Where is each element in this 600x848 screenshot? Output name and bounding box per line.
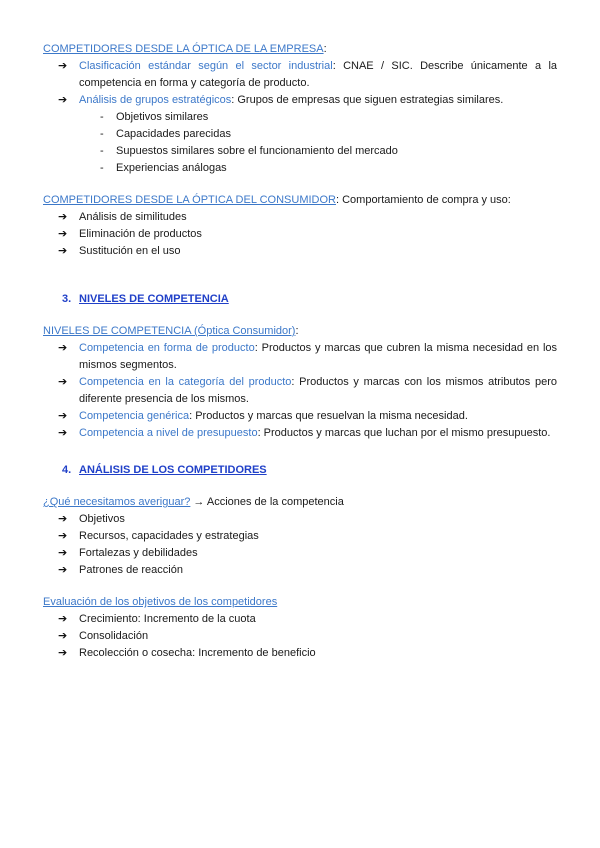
- sub-list-item: - Supuestos similares sobre el funcionamiento del mercado: [100, 145, 398, 157]
- section-empresa-heading: COMPETIDORES DESDE LA ÓPTICA DE LA EMPRESA:: [43, 43, 327, 55]
- arrow-bullet-icon: ➔: [58, 530, 68, 542]
- arrow-bullet-icon: ➔: [58, 410, 68, 422]
- arrow-bullet-icon: ➔: [58, 564, 68, 576]
- arrow-bullet-icon: ➔: [58, 613, 68, 625]
- section-3-title: NIVELES DE COMPETENCIA: [79, 293, 229, 305]
- arrow-bullet-icon: ➔: [58, 211, 68, 223]
- averiguar-list: [43, 511, 557, 579]
- section-consumidor-title: COMPETIDORES DESDE LA ÓPTICA DEL CONSUMIDOR: [43, 194, 336, 206]
- averiguar-title: ¿Qué necesitamos averiguar?: [43, 496, 191, 508]
- empresa-list: [43, 58, 557, 109]
- sub-list-item: - Experiencias análogas: [100, 162, 227, 174]
- section-empresa-title: COMPETIDORES DESDE LA ÓPTICA DE LA EMPRESA: [43, 43, 324, 55]
- arrow-bullet-icon: ➔: [58, 630, 68, 642]
- list-item: ➔ Patrones de reacción: [43, 562, 557, 579]
- arrow-bullet-icon: ➔: [58, 228, 68, 240]
- sub-list-item: - Objetivos similares: [100, 111, 209, 123]
- consumidor-list: [43, 209, 557, 260]
- list-item: ➔ Análisis de similitudes: [43, 209, 557, 226]
- section-4-title: ANÁLISIS DE LOS COMPETIDORES: [79, 464, 267, 476]
- arrow-bullet-icon: ➔: [58, 245, 68, 257]
- arrow-bullet-icon: ➔: [58, 342, 68, 354]
- section-3-heading: 3. NIVELES DE COMPETENCIA: [62, 293, 229, 305]
- arrow-bullet-icon: ➔: [58, 513, 68, 525]
- averiguar-heading: ¿Qué necesitamos averiguar? → Acciones de la competencia: [43, 496, 344, 508]
- section-consumidor-heading: COMPETIDORES DESDE LA ÓPTICA DEL CONSUMIDOR: Comportamiento de compra y uso:: [43, 194, 511, 206]
- document-page: [43, 41, 557, 662]
- list-item: ➔ Competencia en la categoría del producto: Productos y marcas con los mismos atributos pero diferente presencia de los mismos.: [58, 376, 557, 405]
- arrow-bullet-icon: ➔: [58, 376, 68, 388]
- niveles-title: NIVELES DE COMPETENCIA (Óptica Consumidor): [43, 325, 296, 337]
- list-item: ➔ Crecimiento: Incremento de la cuota: [43, 611, 557, 628]
- list-item: ➔ Objetivos: [43, 511, 557, 528]
- niveles-heading: NIVELES DE COMPETENCIA (Óptica Consumidor):: [43, 325, 299, 337]
- list-item: ➔ Competencia genérica: Productos y marcas que resuelvan la misma necesidad.: [43, 408, 557, 425]
- section-4-heading: 4. ANÁLISIS DE LOS COMPETIDORES: [62, 464, 267, 476]
- list-item: ➔ Recursos, capacidades y estrategias: [43, 528, 557, 545]
- list-item: ➔ Sustitución en el uso: [43, 243, 557, 260]
- list-item: ➔ Recolección o cosecha: Incremento de beneficio: [43, 645, 557, 662]
- niveles-list: [43, 340, 557, 442]
- list-item: ➔ Clasificación estándar según el sector industrial: CNAE / SIC. Describe únicamente a la competencia en forma y categoría de producto.: [58, 60, 558, 89]
- list-item: ➔ Consolidación: [43, 628, 557, 645]
- arrow-bullet-icon: ➔: [58, 60, 68, 72]
- list-item: ➔ Competencia en forma de producto: Productos y marcas que cubren la misma necesidad en los mismos segmentos.: [58, 342, 557, 371]
- arrow-bullet-icon: ➔: [58, 547, 68, 559]
- evaluacion-list: [43, 611, 557, 662]
- list-item: ➔ Fortalezas y debilidades: [43, 545, 557, 562]
- sub-list-item: - Capacidades parecidas: [100, 128, 231, 140]
- list-item: ➔ Competencia a nivel de presupuesto: Productos y marcas que luchan por el mismo presupuesto.: [43, 425, 557, 442]
- list-item: ➔ Análisis de grupos estratégicos: Grupos de empresas que siguen estrategias similares.: [43, 92, 557, 109]
- arrow-bullet-icon: ➔: [58, 647, 68, 659]
- evaluacion-heading: [43, 594, 557, 611]
- arrow-bullet-icon: ➔: [58, 427, 68, 439]
- evaluacion-title: Evaluación de los objetivos de los competidores: [43, 596, 278, 608]
- grupos-sublist: [43, 109, 557, 177]
- arrow-bullet-icon: ➔: [58, 94, 68, 106]
- list-item: ➔ Eliminación de productos: [43, 226, 557, 243]
